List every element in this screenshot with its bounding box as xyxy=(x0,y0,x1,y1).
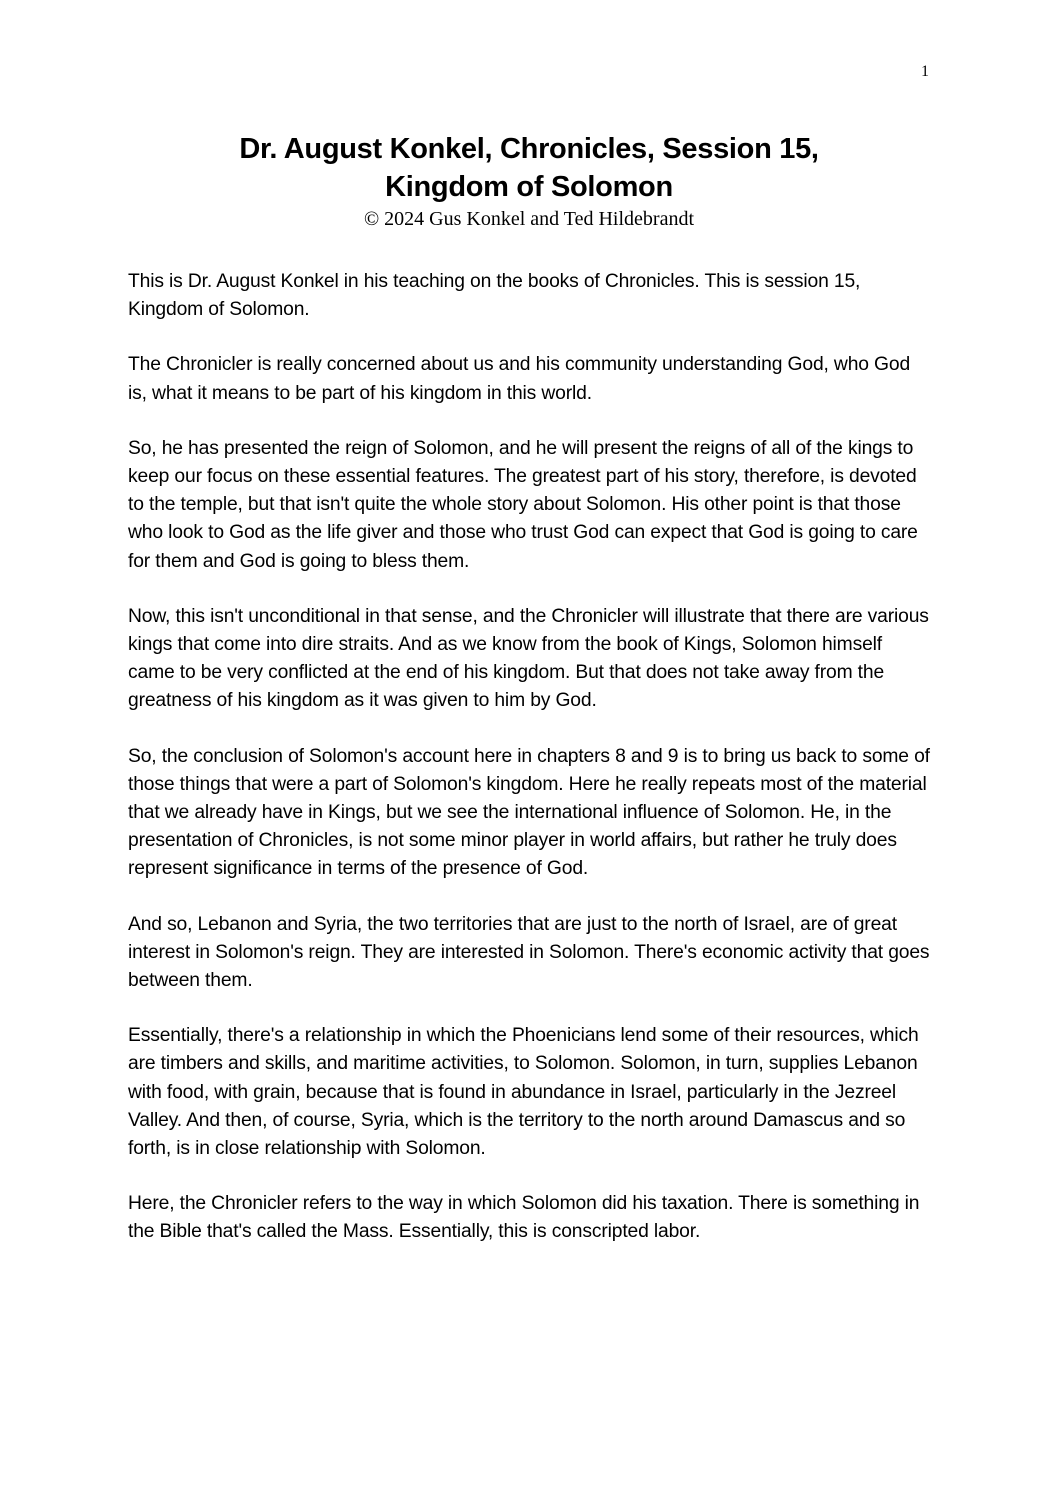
paragraph-7: Essentially, there's a relationship in which the Phoenicians lend some of their resources, which are timbers and skills, and maritime activities, to Solomon. Solomon, in turn, supplies Lebanon with food, with grain, because that is found in abundance in Israel, particularly in the Jezreel Valley. And then, of course, Syria, which is the territory to the north around Damascus and so forth, is in close relationship with Solomon. xyxy=(128,1025,919,1160)
paragraph-2: The Chronicler is really concerned about us and his community understanding God, who God is, what it means to be part of his kingdom in this world. xyxy=(128,354,911,404)
document-body xyxy=(128,268,933,1274)
paragraph-8: Here, the Chronicler refers to the way in which Solomon did his taxation. There is something in the Bible that's called the Mass. Essentially, this is conscripted labor. xyxy=(128,1193,920,1243)
copyright-notice: © 2024 Gus Konkel and Ted Hildebrandt xyxy=(363,208,695,230)
paragraph-1: This is Dr. August Konkel in his teaching on the books of Chronicles. This is session 15, Kingdom of Solomon. xyxy=(128,271,861,321)
paragraph-6: And so, Lebanon and Syria, the two territories that are just to the north of Israel, are of great interest in Solomon's reign. They are interested in Solomon. There's economic activity that goes between them. xyxy=(128,913,930,992)
paragraph-4: Now, this isn't unconditional in that sense, and the Chronicler will illustrate that there are various kings that come into dire straits. And as we know from the book of Kings, Solomon himself came to be very conflicted at the end of his kingdom. But that does not take away from the greatness of his kingdom as it was given to him by God. xyxy=(128,605,929,712)
page-number: 1 xyxy=(921,63,929,80)
paragraph-3: So, he has presented the reign of Solomon, and he will present the reigns of all of the kings to keep our focus on these essential features. The greatest part of his story, therefore, is devoted to the temple, but that isn't quite the whole story about Solomon. His other point is that those who look to God as the life giver and those who trust God can expect that God is going to care for them and God is going to bless them. xyxy=(128,437,918,572)
title-block xyxy=(0,130,1058,232)
paragraph-5: So, the conclusion of Solomon's account here in chapters 8 and 9 is to bring us back to some of those things that were a part of Solomon's kingdom. Here he really repeats most of the material that we already have in Kings, but we see the international influence of Solomon. He, in the presentation of Chronicles, is not some minor player in world affairs, but rather he truly does represent significance in terms of the presence of God. xyxy=(128,745,930,880)
document-title-line-2: Kingdom of Solomon xyxy=(385,171,673,203)
document-title-line-1: Dr. August Konkel, Chronicles, Session 15, xyxy=(239,133,819,165)
